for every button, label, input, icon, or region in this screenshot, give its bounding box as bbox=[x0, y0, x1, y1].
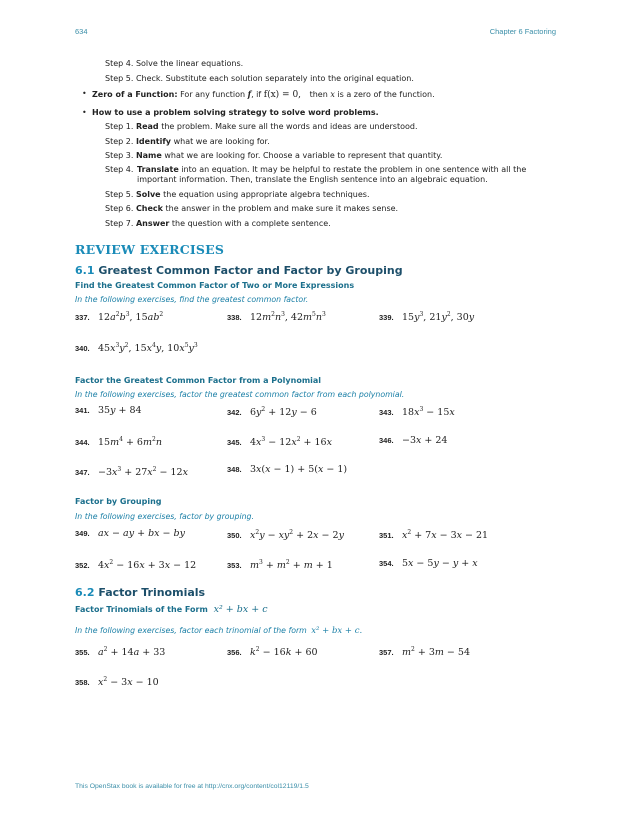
strategy-step bbox=[105, 219, 565, 229]
exercise-352: 352. $4x^2 - 16x + 3x - 12$ bbox=[75, 559, 197, 571]
zero-equation: f(x) = 0, bbox=[263, 90, 302, 100]
step-label: Step 4. bbox=[105, 59, 134, 68]
subsection-heading bbox=[75, 604, 268, 615]
section-number: 6.2 bbox=[75, 586, 95, 599]
strategy-bullet bbox=[82, 108, 379, 118]
instruction-text: In the following exercises, factor each trinomial of the form bbox=[75, 626, 307, 635]
exercise-number: 355. bbox=[75, 648, 90, 657]
zero-end-text: is a zero of the function. bbox=[337, 90, 435, 99]
instructions: In the following exercises, factor the greatest common factor from each polynomial. bbox=[75, 390, 405, 399]
exercise-345: 345. $4x^3 - 12x^2 + 16x$ bbox=[227, 436, 332, 448]
exercise-number: 344. bbox=[75, 438, 90, 447]
step-key: Answer bbox=[135, 219, 170, 228]
exercise-350: 350. $x^2y - xy^2 + 2x - 2y$ bbox=[227, 529, 344, 541]
subsection-title: Factor Trinomials of the Form bbox=[75, 605, 208, 614]
exercise-number: 345. bbox=[227, 438, 242, 447]
step-key: Solve bbox=[135, 190, 161, 199]
step-text: what we are looking for. bbox=[173, 137, 270, 146]
exercise-number: 353. bbox=[227, 561, 242, 570]
exercise-number: 350. bbox=[227, 531, 242, 540]
exercise-342: 342. $6y^2 + 12y - 6$ bbox=[227, 406, 317, 418]
step-text: the question with a complete sentence. bbox=[171, 219, 331, 228]
step-text: into an equation. It may be helpful to restate the problem in one sentence with all the important information. Then, translate the English sentence into an algebraic equation. bbox=[137, 165, 527, 184]
step-label: Step 5. bbox=[105, 190, 134, 199]
exercise-number: 338. bbox=[227, 313, 242, 322]
exercise-number: 358. bbox=[75, 678, 90, 687]
step-label: Step 7. bbox=[105, 219, 134, 228]
step-text: the answer in the problem and make sure it makes sense. bbox=[165, 204, 399, 213]
exercise-348: 348. 3x(x − 1) + 5(x − 1) bbox=[227, 464, 348, 475]
form-expression: x² + bx + c bbox=[213, 604, 268, 615]
subsection-heading: Factor by Grouping bbox=[75, 497, 162, 506]
step-text: Solve the linear equations. bbox=[135, 59, 244, 68]
zero-function-text: For any function bbox=[180, 90, 246, 99]
exercise-number: 343. bbox=[379, 408, 394, 417]
exercise-349: 349. ax − ay + bx − by bbox=[75, 528, 185, 539]
zero-function-bullet bbox=[82, 89, 435, 100]
exercise-number: 351. bbox=[379, 531, 394, 540]
strategy-step bbox=[105, 204, 565, 214]
instructions: In the following exercises, find the greatest common factor. bbox=[75, 295, 309, 304]
step-label: Step 5. bbox=[105, 74, 134, 83]
step-text: what we are looking for. Choose a variable to represent that quantity. bbox=[164, 151, 443, 160]
step-text: the problem. Make sure all the words and ideas are understood. bbox=[161, 122, 418, 131]
bullet-icon: • bbox=[82, 89, 87, 98]
review-exercises-heading: REVIEW EXERCISES bbox=[75, 242, 225, 257]
exercise-number: 352. bbox=[75, 561, 90, 570]
exercise-number: 356. bbox=[227, 648, 242, 657]
step-key: Read bbox=[135, 122, 159, 131]
section-heading-6-1 bbox=[75, 264, 403, 277]
f-symbol: f bbox=[247, 89, 252, 99]
strategy-step bbox=[105, 122, 565, 132]
exercise-number: 340. bbox=[75, 344, 90, 353]
comma-if: , if bbox=[251, 90, 262, 99]
chapter-title: Chapter 6 Factoring bbox=[489, 27, 556, 36]
strategy-step bbox=[105, 137, 565, 147]
step-label: Step 1. bbox=[105, 122, 134, 131]
form-expression: x² + bx + c. bbox=[311, 626, 363, 636]
exercise-338: 338. $12m^2n^3$, $42m^5n^3$ bbox=[227, 311, 326, 323]
strategy-title: How to use a problem solving strategy to solve word problems. bbox=[92, 108, 379, 117]
zero-function-title: Zero of a Function: bbox=[92, 90, 178, 99]
section-title: Factor Trinomials bbox=[98, 586, 206, 599]
exercise-number: 347. bbox=[75, 468, 90, 477]
step-label: Step 2. bbox=[105, 137, 134, 146]
exercise-number: 346. bbox=[379, 436, 394, 445]
exercise-344: 344. $15m^4 + 6m^2n$ bbox=[75, 436, 162, 448]
page-number: 634 bbox=[75, 27, 88, 36]
strategy-step bbox=[105, 165, 560, 185]
exercise-343: 343. $18x^3 - 15x$ bbox=[379, 406, 455, 418]
step-label: Step 4. bbox=[105, 165, 134, 174]
exercise-number: 349. bbox=[75, 529, 90, 538]
step-label: Step 6. bbox=[105, 204, 134, 213]
exercise-351: 351. $x^2 + 7x - 3x - 21$ bbox=[379, 529, 489, 541]
strategy-step bbox=[105, 151, 565, 161]
step-item bbox=[105, 59, 565, 69]
bullet-icon: • bbox=[82, 108, 87, 117]
exercise-358: 358. $x^2 - 3x - 10$ bbox=[75, 676, 159, 688]
subsection-heading: Factor the Greatest Common Factor from a Polynomial bbox=[75, 376, 322, 385]
subsection-heading: Find the Greatest Common Factor of Two or More Expressions bbox=[75, 281, 355, 290]
strategy-step bbox=[105, 190, 565, 200]
section-number: 6.1 bbox=[75, 264, 95, 277]
exercise-339: 339. $15y^3$, $21y^2$, 30y bbox=[379, 311, 475, 323]
exercise-337: 337. $12a^2b^3$, $15ab^2$ bbox=[75, 311, 164, 323]
step-key: Name bbox=[135, 151, 162, 160]
instructions: In the following exercises, factor by grouping. bbox=[75, 512, 254, 521]
section-title: Greatest Common Factor and Factor by Grouping bbox=[98, 264, 403, 277]
exercise-number: 354. bbox=[379, 559, 394, 568]
step-text: the equation using appropriate algebra techniques. bbox=[163, 190, 370, 199]
exercise-341: 341. 35y + 84 bbox=[75, 405, 142, 416]
exercise-number: 341. bbox=[75, 406, 90, 415]
exercise-number: 339. bbox=[379, 313, 394, 322]
exercise-355: 355. $a^2 + 14a + 33$ bbox=[75, 646, 166, 658]
exercise-number: 357. bbox=[379, 648, 394, 657]
step-item bbox=[105, 74, 565, 84]
step-text: Check. Substitute each solution separately into the original equation. bbox=[135, 74, 414, 83]
section-heading-6-2 bbox=[75, 586, 205, 599]
exercise-number: 337. bbox=[75, 313, 90, 322]
exercise-354: 354. 5x − 5y − y + x bbox=[379, 558, 478, 569]
x-symbol: x bbox=[330, 90, 335, 99]
step-key: Identify bbox=[135, 137, 172, 146]
instructions bbox=[75, 626, 362, 636]
step-key: Translate bbox=[137, 165, 179, 174]
step-key: Check bbox=[135, 204, 163, 213]
exercise-340: 340. $45x^3y^2$, $15x^4y$, $10x^5y^3$ bbox=[75, 342, 198, 354]
exercise-number: 342. bbox=[227, 408, 242, 417]
exercise-356: 356. $k^2 - 16k + 60$ bbox=[227, 646, 318, 658]
step-label: Step 3. bbox=[105, 151, 134, 160]
footer-note: This OpenStax book is available for free at http://cnx.org/content/col12119/1.5 bbox=[75, 783, 309, 790]
then-text: then bbox=[309, 90, 328, 99]
exercise-number: 348. bbox=[227, 465, 242, 474]
exercise-346: 346. −3x + 24 bbox=[379, 435, 448, 446]
exercise-357: 357. $m^2 + 3m - 54$ bbox=[379, 646, 470, 658]
exercise-353: 353. $m^3 + m^2 + m + 1$ bbox=[227, 559, 333, 571]
exercise-347: 347. $-3x^3 + 27x^2 - 12x$ bbox=[75, 466, 188, 478]
